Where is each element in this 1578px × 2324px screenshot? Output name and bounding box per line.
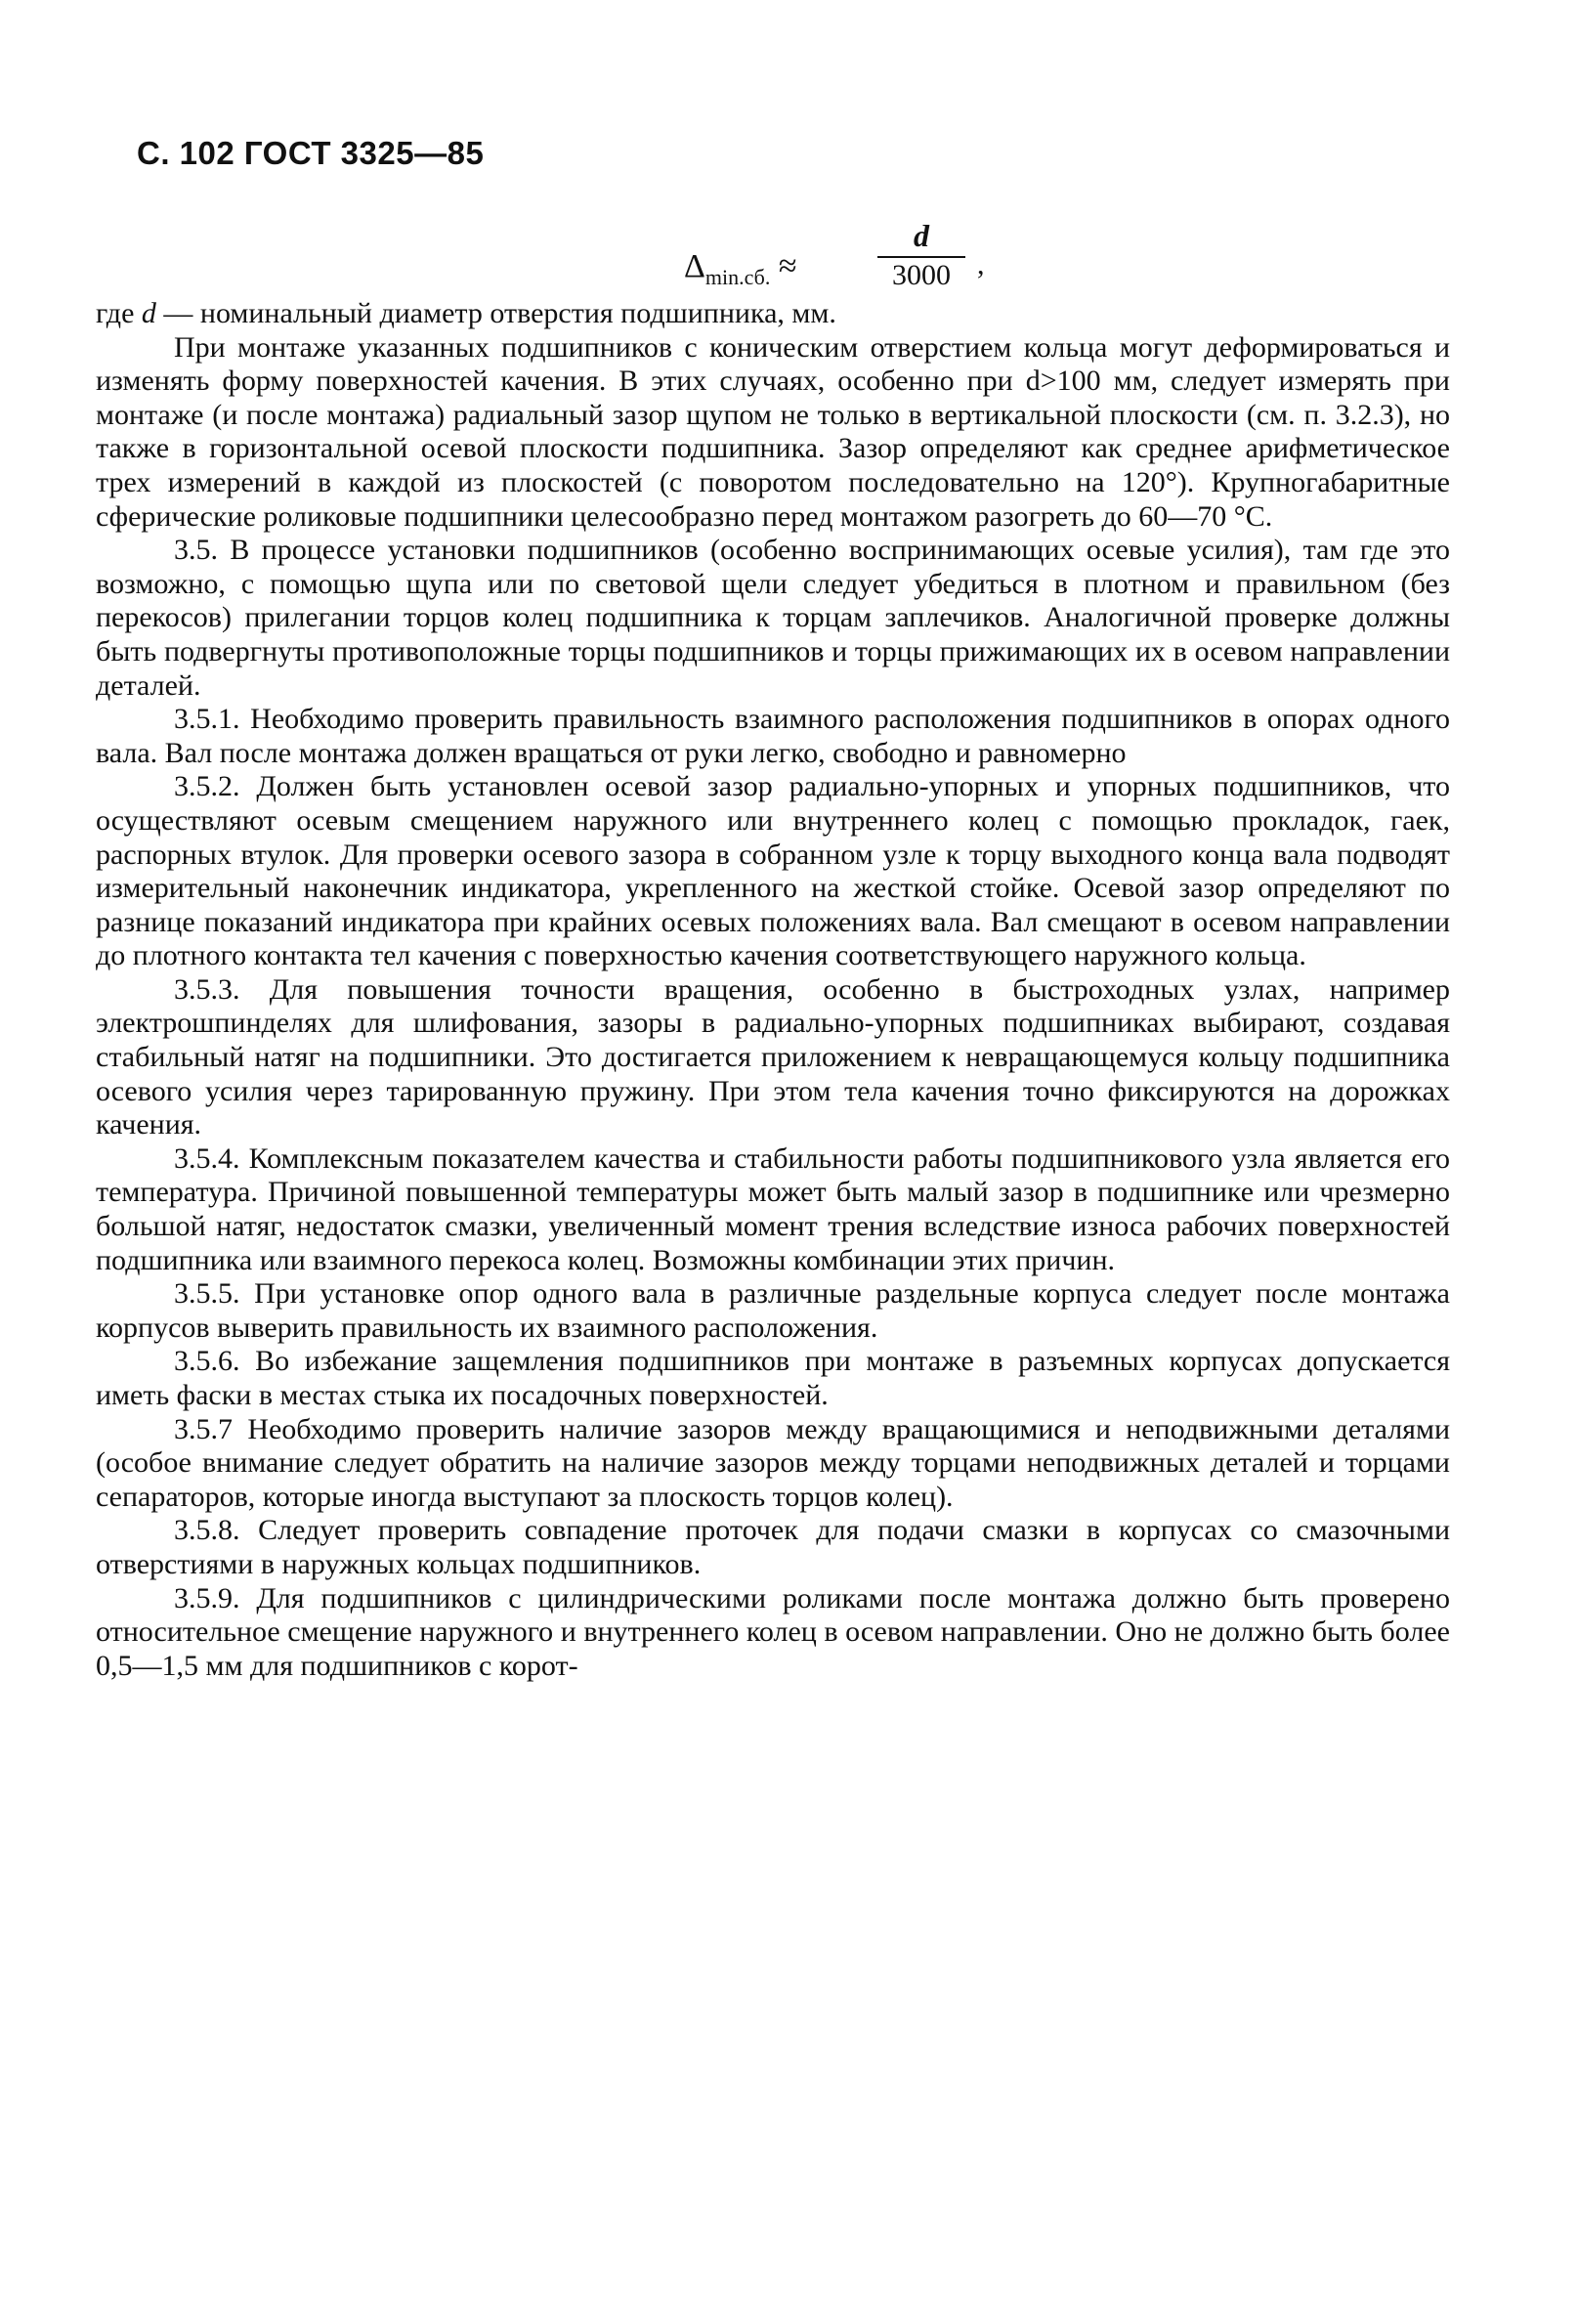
paragraph-3-5: 3.5. В процессе установки подшипников (особенно воспринимающих осевые усилия), там где это возможно, с помощью щупа или по световой щели следует убедиться в плотном и правильном (без перекосов) прилегании торцов колец подшипника к торцам заплечиков. Аналогичной проверке должны быть подвергнуты противоположные торцы подшипников и торцы прижимающих их в осевом направлении деталей. — [96, 534, 1450, 702]
formula-delta: Δ — [684, 248, 705, 284]
formula-subscript: min.сб. — [704, 264, 771, 289]
paragraph-3-5-6: 3.5.6. Во избежание защемления подшипников при монтаже в разъемных корпусах допускается иметь фаски в местах стыка их посадочных поверхностей. — [96, 1345, 1450, 1411]
where-definition: — номинальный диаметр отверстия подшипника, мм. — [155, 297, 836, 329]
paragraph-3-5-1: 3.5.1. Необходимо проверить правильность взаимного расположения подшипников в опорах одного вала. Вал после монтажа должен вращаться от руки легко, свободно и равномерно — [96, 703, 1450, 769]
where-clause — [96, 297, 1450, 331]
formula-denominator: 3000 — [892, 259, 951, 291]
paragraph-3-5-8: 3.5.8. Следует проверить совпадение проточек для подачи смазки в корпусах со смазочными отверстиями в наружных кольцах подшипников. — [96, 1514, 1450, 1580]
formula — [0, 217, 1578, 305]
paragraph-3-5-7: 3.5.7 Необходимо проверить наличие зазоров между вращающимися и неподвижными деталями (особое внимание следует обратить на наличие зазоров между торцами неподвижных деталей и торцами сепараторов, которые иногда выступают за плоскость торцов колец). — [96, 1412, 1450, 1513]
where-prefix: где — [96, 297, 142, 329]
formula-fraction — [877, 217, 965, 293]
body-text — [96, 297, 1450, 1683]
where-symbol: d — [141, 297, 156, 329]
formula-relation: ≈ — [770, 248, 797, 284]
formula-trailing-comma: , — [977, 248, 985, 280]
paragraph-3-5-2: 3.5.2. Должен быть установлен осевой зазор радиально-упорных и упорных подшипников, что осуществляют осевым смещением наружного или внутреннего колец с помощью прокладок, гаек, распорных втулок. Для проверки осевого зазора в собранном узле к торцу выходного конца вала подводят измерительный наконечник индикатора, укрепленного на жесткой стойке. Осевой зазор определяют по разнице показаний индикатора при крайних осевых положениях вала. Вал смещают в осевом направлении до плотного контакта тел качения с поверхностью качения соответствующего наружного кольца. — [96, 770, 1450, 972]
paragraph-3-5-5: 3.5.5. При установке опор одного вала в различные раздельные корпуса следует после монтажа корпусов выверить правильность их взаимного расположения. — [96, 1277, 1450, 1344]
paragraph-3-5-9: 3.5.9. Для подшипников с цилиндрическими роликами после монтажа должно быть проверено относительное смещение наружного и внутреннего колец в осевом направлении. Оно не должно быть более 0,5—1,5 мм для подшипников с корот- — [96, 1581, 1450, 1682]
page-header: С. 102 ГОСТ 3325—85 — [137, 135, 485, 171]
paragraph-3-5-4: 3.5.4. Комплексным показателем качества и стабильности работы подшипникового узла является его температура. Причиной повышенной температуры может быть малый зазор в подшипнике или чрезмерно большой натяг, недостаток смазки, увеличенный момент трения вследствие износа рабочих поверхностей подшипника или взаимного перекоса колец. Возможны комбинации этих причин. — [96, 1141, 1450, 1276]
formula-lhs — [684, 248, 797, 290]
formula-numerator: d — [914, 218, 929, 253]
paragraph-conical-bore: При монтаже указанных подшипников с коническим отверстием кольца могут деформироваться и изменять форму поверхностей качения. В этих случаях, особенно при d>100 мм, следует измерять при монтаже (и после монтажа) радиальный зазор щупом не только в вертикальной плоскости (см. п. 3.2.3), но также в горизонтальной осевой плоскости подшипника. Зазор определяют как среднее арифметическое трех измерений в каждой из плоскостей (с поворотом последовательно на 120°). Крупногабаритные сферические роликовые подшипники целесообразно перед монтажом разогреть до 60—70 °С. — [96, 330, 1450, 533]
paragraph-3-5-3: 3.5.3. Для повышения точности вращения, особенно в быстроходных узлах, например электрошпинделях для шлифования, зазоры в радиально-упорных подшипниках выбирают, создавая стабильный натяг на подшипники. Это достигается приложением к невращающемуся кольцу подшипника осевого усилия через тарированную пружину. При этом тела качения точно фиксируются на дорожках качения. — [96, 972, 1450, 1141]
